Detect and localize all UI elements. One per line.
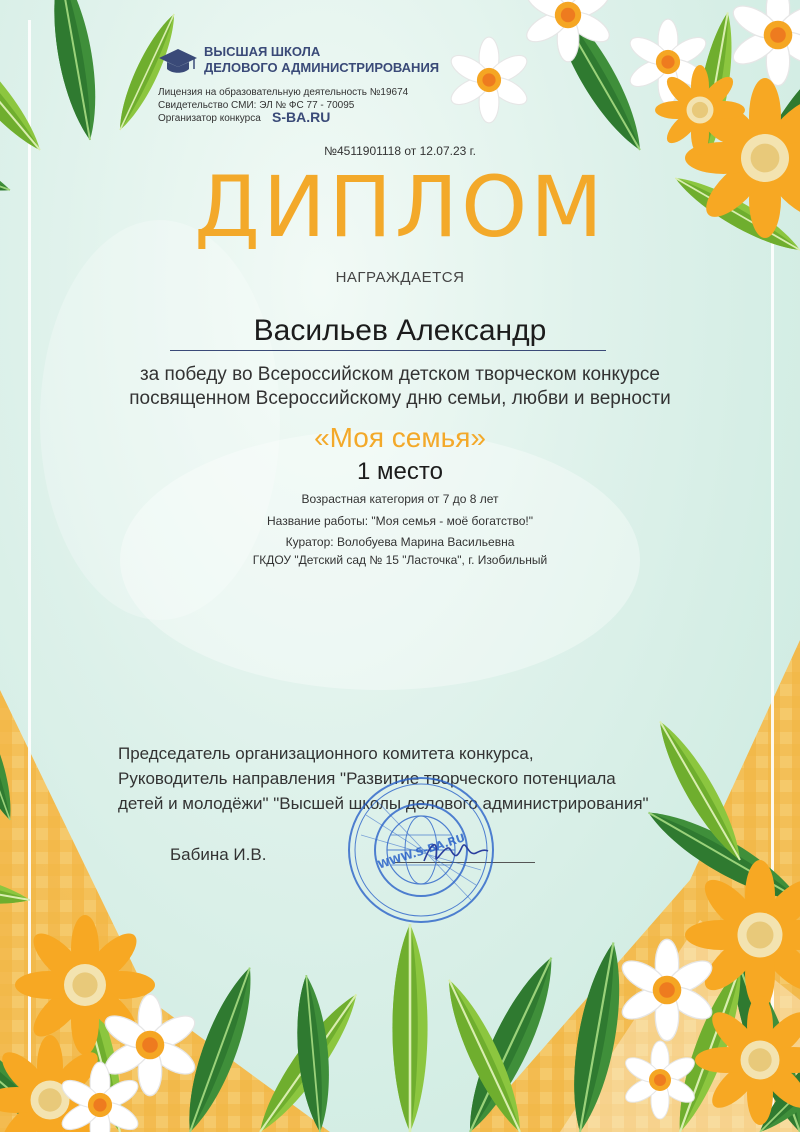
diploma-title: ДИПЛОМ — [194, 158, 606, 256]
organizer-site: S-BA.RU — [272, 109, 331, 125]
awarded-label: НАГРАЖДАЕТСЯ — [335, 269, 465, 286]
recipient-name: Васильев Александр — [253, 314, 547, 347]
description-line1: за победу во Всероссийском детском творческом конкурсе — [139, 364, 661, 385]
handwritten-signature — [420, 835, 490, 867]
graduation-cap-icon — [158, 47, 198, 75]
signatory-name: Бабина И.В. — [170, 845, 267, 864]
contest-name: «Моя семья» — [314, 422, 486, 453]
organizer-label: Организатор конкурса — [158, 113, 261, 124]
detail-institution: ГКДОУ "Детский сад № 15 "Ласточка", г. Изобильный — [252, 553, 548, 567]
diploma-number: №4511901118 от 12.07.23 г. — [324, 144, 476, 158]
place-awarded: 1 место — [357, 458, 443, 485]
signatory-position-line2: Руководитель направления "Развитие творческого потенциала — [118, 769, 616, 788]
signatory-position-line3: детей и молодёжи" "Высшей школы делового администрирования" — [118, 794, 649, 813]
name-underline — [170, 350, 606, 351]
detail-age-category: Возрастная категория от 7 до 8 лет — [301, 492, 499, 506]
detail-work-title: Название работы: "Моя семья - моё богатство!" — [267, 514, 533, 528]
license-text: Лицензия на образовательную деятельность №19674 — [158, 87, 409, 98]
media-certificate-text: Свидетельство СМИ: ЭЛ № ФС 77 - 70095 — [158, 100, 355, 111]
org-name-line2: ДЕЛОВОГО АДМИНИСТРИРОВАНИЯ — [204, 60, 440, 75]
org-name-line1: ВЫСШАЯ ШКОЛА — [204, 44, 321, 59]
stamp-text: WWW.S-BA.RU — [376, 831, 467, 872]
detail-curator: Куратор: Волобуева Марина Васильевна — [285, 535, 515, 549]
signatory-position-line1: Председатель организационного комитета конкурса, — [118, 744, 534, 763]
description-line2: посвященном Всероссийскому дню семьи, любви и верности — [129, 388, 671, 409]
